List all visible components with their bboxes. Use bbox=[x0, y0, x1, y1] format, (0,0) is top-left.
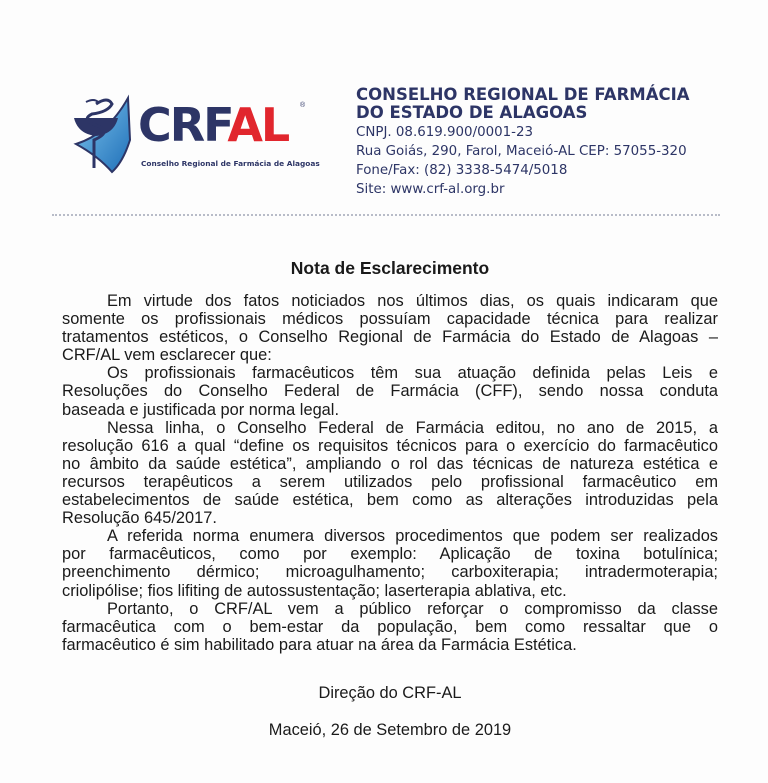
organization-info bbox=[356, 86, 690, 199]
paragraph-line: farmacêutico é sim habilitado para atuar na área da Farmácia Estética. bbox=[62, 635, 577, 654]
paragraph bbox=[62, 419, 718, 528]
pharmacy-shield-icon bbox=[68, 90, 138, 175]
paragraph bbox=[62, 364, 718, 418]
paragraph-line: Os profissionais farmacêuticos têm sua atuação definida pelas Leis e bbox=[107, 364, 718, 383]
paragraph-line: CRF/AL vem esclarecer que: bbox=[62, 346, 272, 365]
org-name-line2: DO ESTADO DE ALAGOAS bbox=[356, 103, 588, 122]
paragraph-line: A referida norma enumera diversos procedimentos que podem ser realizados bbox=[107, 527, 718, 546]
org-address: Rua Goiás, 290, Farol, Maceió-AL CEP: 57055-320 bbox=[356, 144, 687, 159]
date-line: Maceió, 26 de Setembro de 2019 bbox=[268, 721, 512, 739]
paragraph-line: Nessa linha, o Conselho Federal de Farmácia editou, no ano de 2015, a bbox=[107, 418, 718, 437]
paragraph-line: estabelecimentos de saúde estética, bem como as alterações introduzidas pela bbox=[62, 491, 718, 510]
paragraph-line: preenchimento dérmico; microagulhamento; carboxiterapia; intradermoterapia; bbox=[62, 563, 718, 582]
org-name-line1: CONSELHO REGIONAL DE FARMÁCIA bbox=[356, 85, 690, 104]
paragraph-line: resolução 616 a qual “define os requisitos técnicos para o exercício do farmacêutico bbox=[62, 436, 718, 455]
document-title: Nota de Esclarecimento bbox=[290, 258, 490, 278]
org-cnpj: CNPJ. 08.619.900/0001-23 bbox=[356, 125, 534, 140]
registered-mark: ® bbox=[300, 102, 306, 109]
paragraph bbox=[62, 600, 718, 654]
paragraph-line: Resolução 645/2017. bbox=[62, 509, 217, 528]
paragraph bbox=[62, 527, 718, 599]
paragraph-line: somente os profissionais médicos possuíam capacidade técnica para realizar bbox=[62, 310, 718, 329]
paragraph-line: no âmbito da saúde estética”, ampliando o rol das técnicas de natureza estética e bbox=[62, 454, 718, 473]
dotted-divider bbox=[52, 214, 720, 216]
logo-subtitle: Conselho Regional de Farmácia de Alagoas bbox=[141, 159, 320, 168]
logo-wordmark bbox=[138, 98, 288, 152]
signature: Direção do CRF-AL bbox=[318, 684, 462, 702]
paragraph-line: Em virtude dos fatos noticiados nos últimos dias, os quais indicaram que bbox=[107, 292, 718, 310]
org-site: Site: www.crf-al.org.br bbox=[356, 182, 505, 197]
paragraph-line: recursos terapêuticos a serem utilizados pelo profissional farmacêutico em bbox=[62, 472, 718, 491]
paragraph-line: por farmacêuticos, como por exemplo: Aplicação de toxina botulínica; bbox=[62, 545, 718, 564]
org-phone: Fone/Fax: (82) 3338-5474/5018 bbox=[356, 163, 568, 178]
paragraph-line: Resoluções do Conselho Federal de Farmácia (CFF), sendo nossa conduta bbox=[62, 382, 718, 401]
document-body bbox=[62, 292, 718, 654]
logo-text-al: AL bbox=[227, 98, 289, 152]
paragraph bbox=[62, 292, 718, 364]
paragraph-line: Portanto, o CRF/AL vem a público reforçar o compromisso da classe bbox=[107, 599, 718, 618]
logo-text-crf: CRF bbox=[138, 98, 228, 152]
paragraph-line: criolipólise; fios lifiting de autossustentação; laserterapia ablativa, etc. bbox=[62, 581, 567, 600]
paragraph-line: baseada e justificada por norma legal. bbox=[62, 400, 339, 419]
paragraph-line: tratamentos estéticos, o Conselho Regional de Farmácia do Estado de Alagoas – bbox=[62, 328, 718, 347]
paragraph-line: farmacêutica com o bem-estar da população, bem como ressaltar que o bbox=[62, 617, 718, 636]
